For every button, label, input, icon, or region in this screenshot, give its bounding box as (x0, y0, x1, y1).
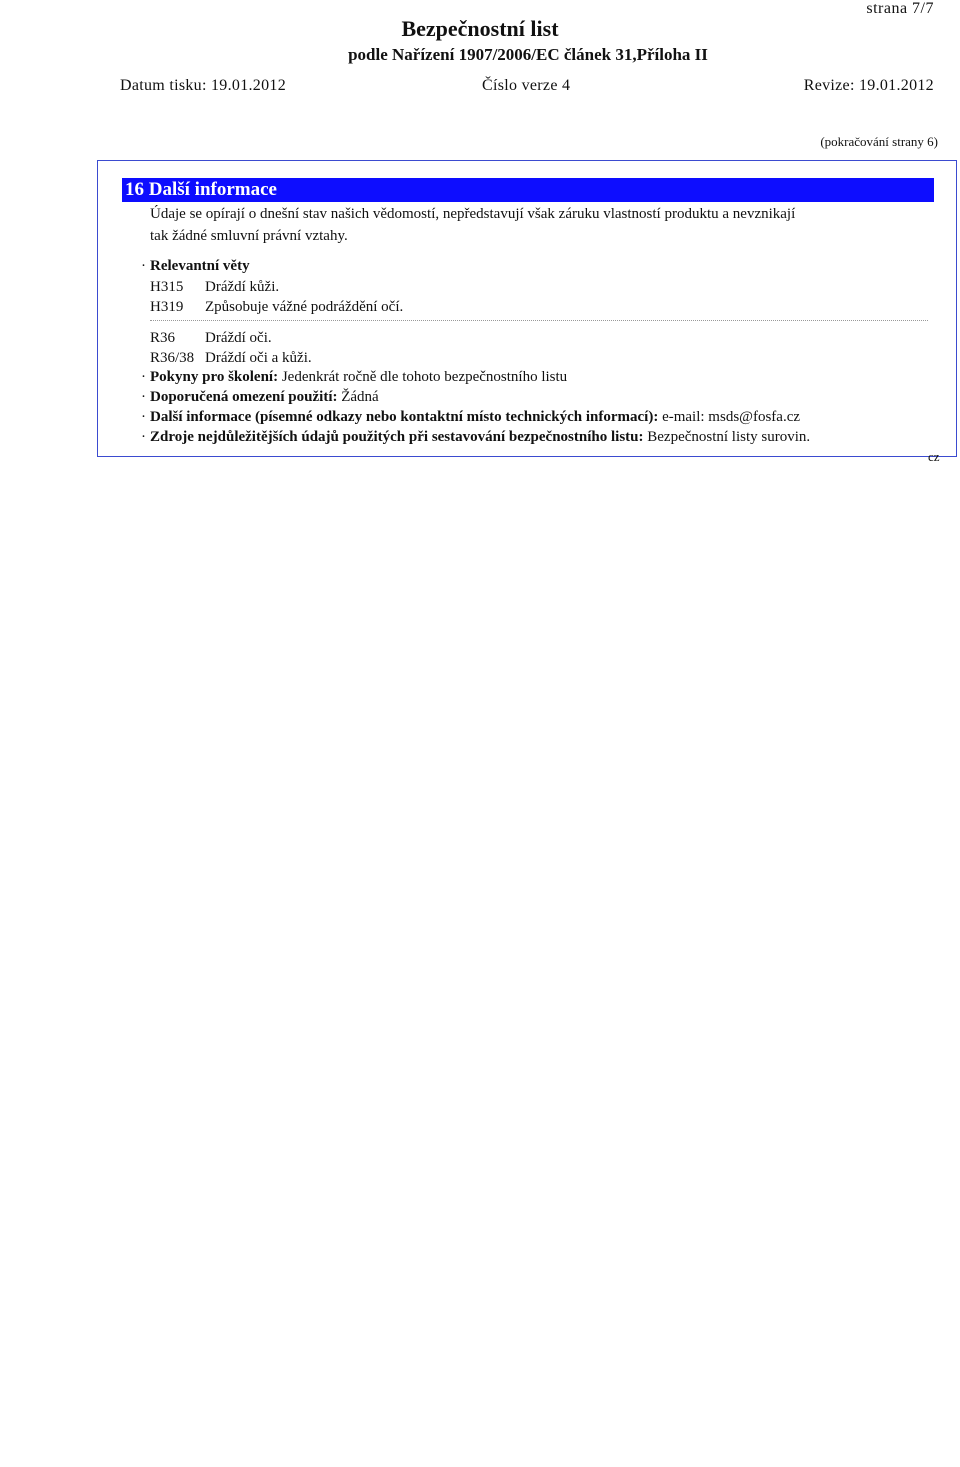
training-line (150, 369, 567, 386)
training-label: Pokyny pro školení: (150, 369, 279, 385)
contact-email[interactable]: e-mail: msds@fosfa.cz (662, 409, 801, 425)
restriction-line (150, 389, 379, 406)
page-number: strana 7/7 (866, 0, 934, 17)
phrase-code: R36/38 (150, 350, 195, 366)
revision-date: Revize: 19.01.2012 (803, 77, 934, 94)
contact-label: Další informace (písemné odkazy nebo kontaktní místo technických informací): (150, 409, 659, 425)
bullet-dot: · (141, 429, 146, 445)
contact-line (150, 409, 800, 426)
training-value: Jedenkrát ročně dle tohoto bezpečnostního listu (281, 369, 568, 385)
relevant-phrases-label: Relevantní věty (150, 258, 250, 274)
restriction-label: Doporučená omezení použití: (150, 389, 338, 405)
bullet-dot: · (141, 258, 146, 274)
sources-label: Zdroje nejdůležitějších údajů použitých při sestavování bezpečnostního listu: (150, 429, 644, 445)
document-title: Bezpečnostní list (401, 16, 559, 41)
phrase-text: Způsobuje vážné podráždění očí. (205, 299, 404, 315)
print-date: Datum tisku: 19.01.2012 (120, 77, 287, 94)
phrase-code: H315 (150, 279, 184, 295)
bullet-dot: · (141, 409, 146, 425)
section-heading: 16 Další informace (122, 178, 934, 202)
intro-line-1: Údaje se opírají o dnešní stav našich vědomostí, nepředstavují však záruku vlastností produktu a nevznikají (150, 206, 796, 222)
continuation-note: (pokračování strany 6) (820, 134, 938, 149)
phrase-text: Dráždí kůži. (205, 279, 280, 295)
dotted-separator (150, 320, 928, 321)
language-code: cz (928, 449, 940, 464)
sources-value: Bezpečnostní listy surovin. (647, 429, 811, 445)
bullet-dot: · (141, 389, 146, 405)
document-subtitle: podle Nařízení 1907/2006/EC článek 31,Příloha II (348, 45, 708, 64)
bullet-dot: · (141, 369, 146, 385)
version-number: Číslo verze 4 (482, 77, 571, 94)
intro-line-2: tak žádné smluvní právní vztahy. (150, 228, 348, 244)
phrase-text: Dráždí oči. (205, 330, 272, 346)
sources-line (150, 429, 810, 446)
phrase-code: R36 (150, 330, 176, 346)
phrase-code: H319 (150, 299, 184, 315)
phrase-text: Dráždí oči a kůži. (205, 350, 312, 366)
restriction-value: Žádná (341, 389, 379, 405)
